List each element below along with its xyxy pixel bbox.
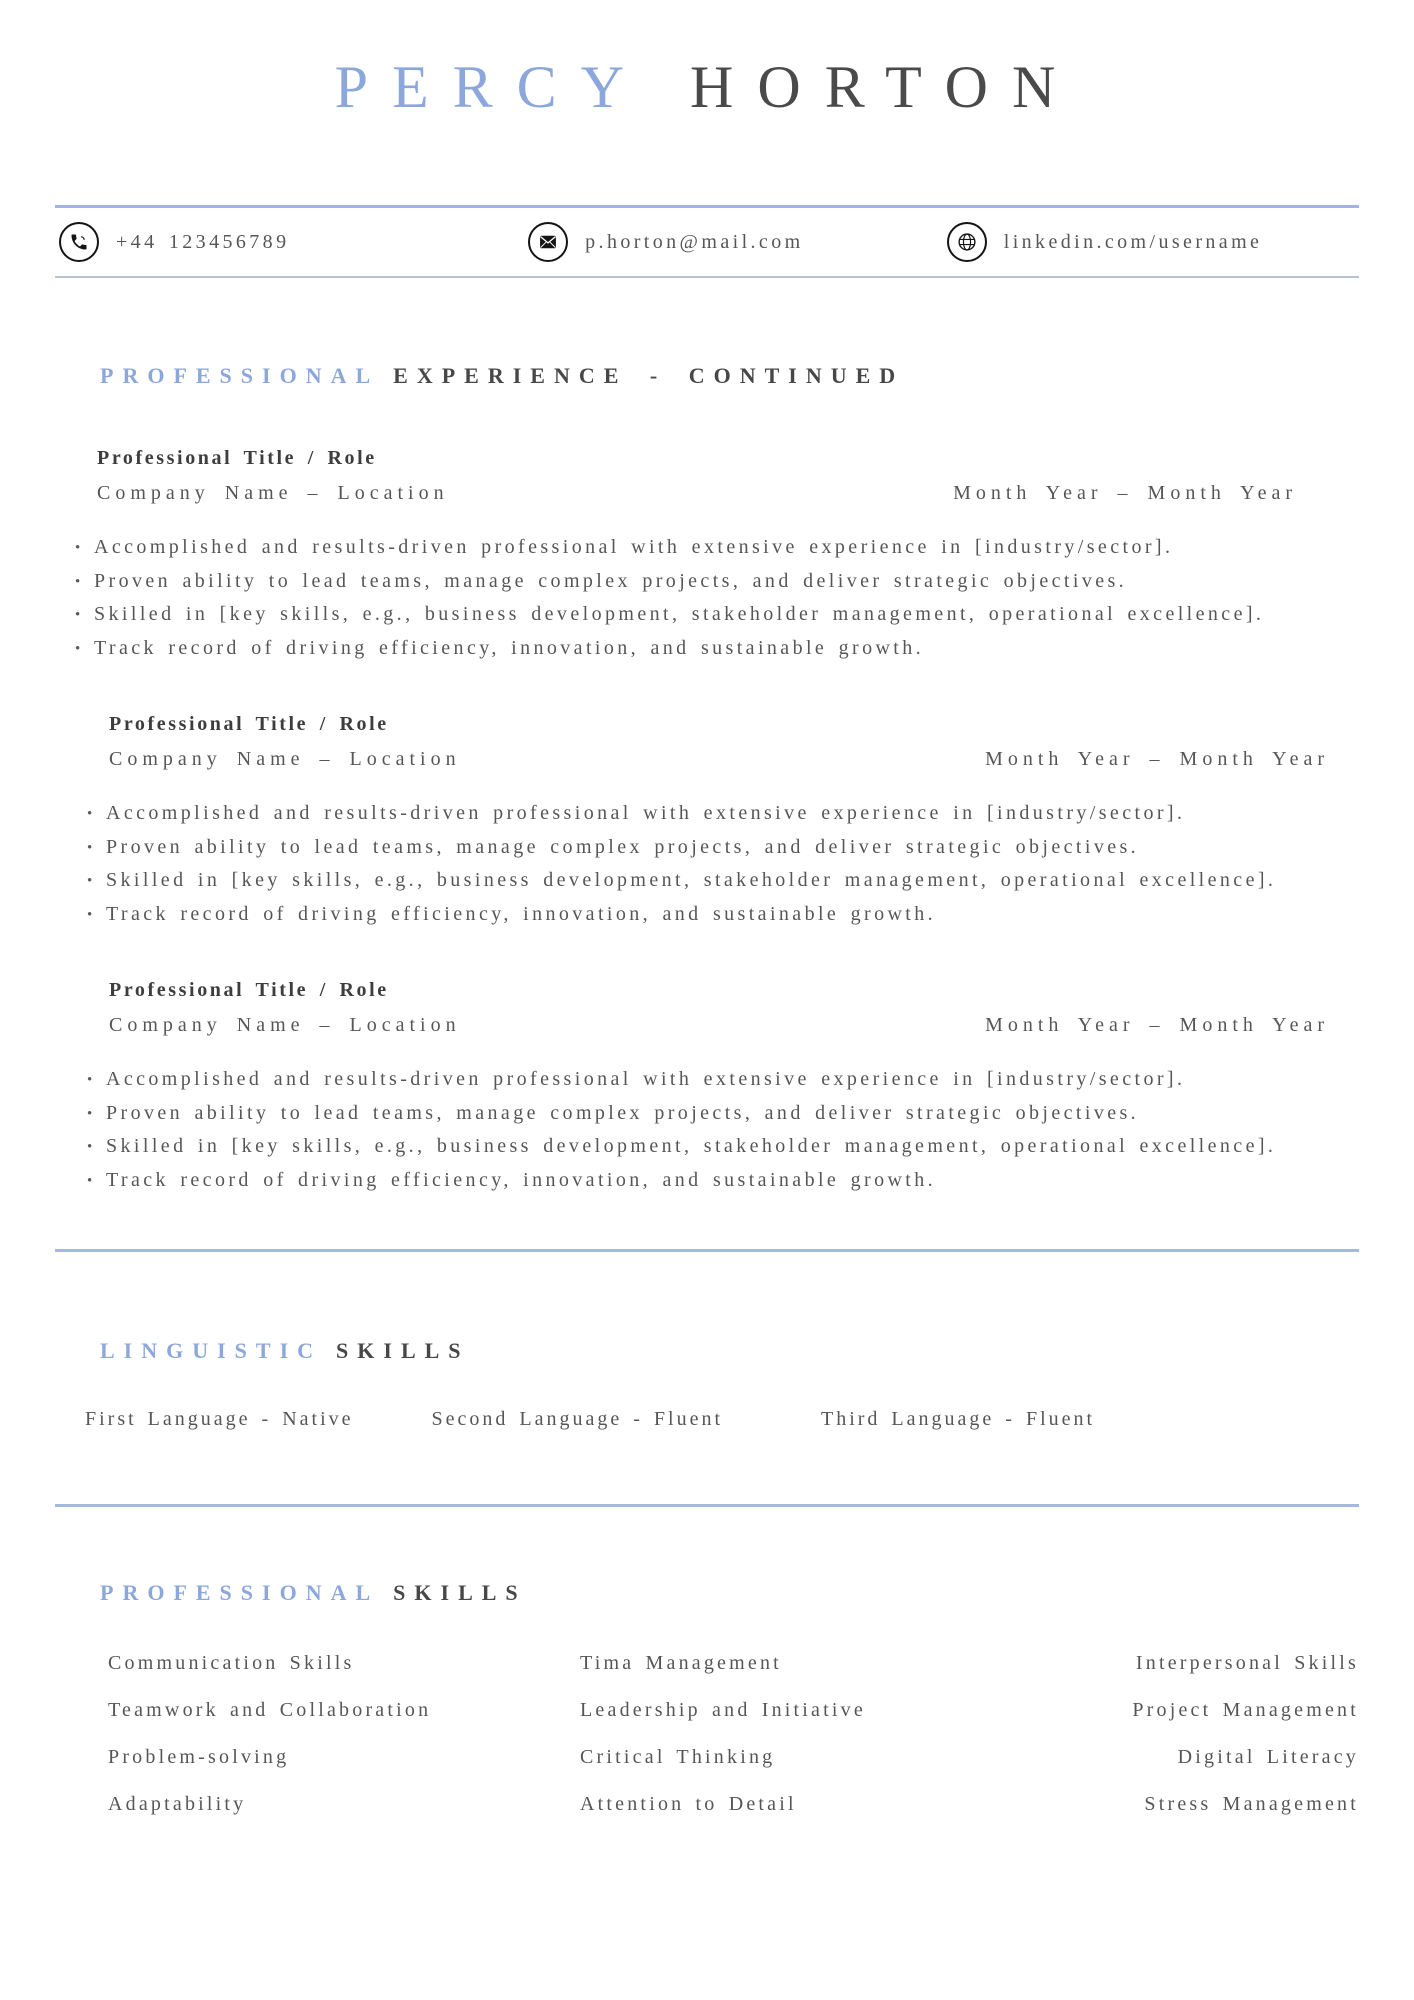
skill-item: Interpersonal Skills <box>1135 1652 1359 1674</box>
job-title: Professional Title / Role <box>97 447 377 469</box>
bullet-point: • Skilled in [key skills, e.g., business development, stakeholder management, operational excellence]. <box>87 1130 1355 1164</box>
job-meta <box>109 1012 1329 1039</box>
job-entry-3 <box>55 977 1359 1197</box>
bullet-point: • Proven ability to lead teams, manage complex projects, and deliver strategic objectives. <box>87 1097 1355 1131</box>
email-icon <box>528 222 568 262</box>
contact-linkedin-text: linkedin.com/username <box>1003 230 1263 253</box>
skill-item: Stress Management <box>1144 1793 1359 1815</box>
heading-rest-text: SKILLS <box>393 1580 527 1605</box>
skill-item: Digital Literacy <box>1177 1746 1359 1768</box>
section-linguistic-skills <box>55 1337 1359 1433</box>
globe-icon <box>947 222 987 262</box>
skill-item: Problem-solving <box>108 1746 290 1768</box>
page-title <box>55 48 1359 126</box>
first-name: PERCY <box>334 54 649 120</box>
job-bullet-list <box>87 1063 1355 1197</box>
job-company: Company Name – Location <box>109 1014 461 1036</box>
job-meta <box>109 746 1329 773</box>
job-header <box>55 445 1359 507</box>
job-header <box>55 977 1359 1039</box>
language-list <box>55 1405 1359 1433</box>
bullet-point: • Track record of driving efficiency, innovation, and sustainable growth. <box>87 1164 1355 1198</box>
skill-item: Tima Management <box>580 1652 782 1674</box>
job-company: Company Name – Location <box>97 482 449 504</box>
skill-item: Leadership and Initiative <box>580 1699 866 1721</box>
phone-icon <box>59 222 99 262</box>
skill-item: Attention to Detail <box>580 1793 797 1815</box>
skill-item: Teamwork and Collaboration <box>108 1699 432 1721</box>
last-name: HORTON <box>690 54 1080 120</box>
section-divider <box>55 1504 1359 1507</box>
heading-accent-text: PROFESSIONAL <box>100 363 380 388</box>
skills-column-3 <box>1060 1649 1359 1818</box>
contact-bar <box>55 205 1359 278</box>
job-entry-1 <box>55 445 1359 665</box>
contact-item-linkedin <box>947 222 1355 262</box>
job-dates: Month Year – Month Year <box>953 482 1297 504</box>
section-heading-skills <box>55 1579 1359 1607</box>
job-dates: Month Year – Month Year <box>985 748 1329 770</box>
job-bullet-list <box>75 531 1343 665</box>
heading-rest-text: SKILLS <box>336 1338 470 1363</box>
bullet-point: • Track record of driving efficiency, innovation, and sustainable growth. <box>75 632 1343 666</box>
skill-item: Critical Thinking <box>580 1746 776 1768</box>
job-title: Professional Title / Role <box>109 979 389 1001</box>
bullet-point: • Proven ability to lead teams, manage complex projects, and deliver strategic objectives. <box>75 565 1343 599</box>
name-header <box>55 48 1359 126</box>
language-item: Third Language - Fluent <box>821 1408 1096 1430</box>
bullet-point: • Accomplished and results-driven professional with extensive experience in [industry/sector]. <box>87 797 1355 831</box>
skills-grid <box>55 1649 1359 1818</box>
section-divider <box>55 1249 1359 1252</box>
job-bullet-list <box>87 797 1355 931</box>
job-header <box>55 711 1359 773</box>
heading-accent-text: LINGUISTIC <box>100 1338 323 1363</box>
skill-item: Communication Skills <box>108 1652 355 1674</box>
section-heading-linguistic <box>55 1337 1359 1365</box>
job-meta <box>97 480 1297 507</box>
bullet-point: • Skilled in [key skills, e.g., business development, stakeholder management, operational excellence]. <box>87 864 1355 898</box>
skill-item: Project Management <box>1132 1699 1359 1721</box>
bullet-point: • Proven ability to lead teams, manage complex projects, and deliver strategic objectives. <box>87 831 1355 865</box>
language-item: Second Language - Fluent <box>431 1408 723 1430</box>
skills-column-1 <box>108 1649 580 1818</box>
heading-accent-text: PROFESSIONAL <box>100 1580 380 1605</box>
contact-email-text: p.horton@mail.com <box>585 230 804 253</box>
bullet-point: • Skilled in [key skills, e.g., business development, stakeholder management, operational excellence]. <box>75 598 1343 632</box>
bullet-point: • Accomplished and results-driven professional with extensive experience in [industry/sector]. <box>87 1063 1355 1097</box>
bullet-point: • Accomplished and results-driven professional with extensive experience in [industry/sector]. <box>75 531 1343 565</box>
section-heading-experience <box>55 362 1359 390</box>
contact-item-phone <box>59 222 528 262</box>
contact-phone-text: +44 123456789 <box>116 230 290 253</box>
job-company: Company Name – Location <box>109 748 461 770</box>
job-entry-2 <box>55 711 1359 931</box>
job-title: Professional Title / Role <box>109 713 389 735</box>
section-professional-skills <box>55 1579 1359 1818</box>
job-dates: Month Year – Month Year <box>985 1014 1329 1036</box>
language-item: First Language - Native <box>85 1408 354 1430</box>
bullet-point: • Track record of driving efficiency, innovation, and sustainable growth. <box>87 898 1355 932</box>
skills-column-2 <box>580 1649 1060 1818</box>
section-experience <box>55 362 1359 1197</box>
heading-rest-text: EXPERIENCE - CONTINUED <box>393 363 905 388</box>
contact-item-email <box>528 222 947 262</box>
skill-item: Adaptability <box>108 1793 247 1815</box>
